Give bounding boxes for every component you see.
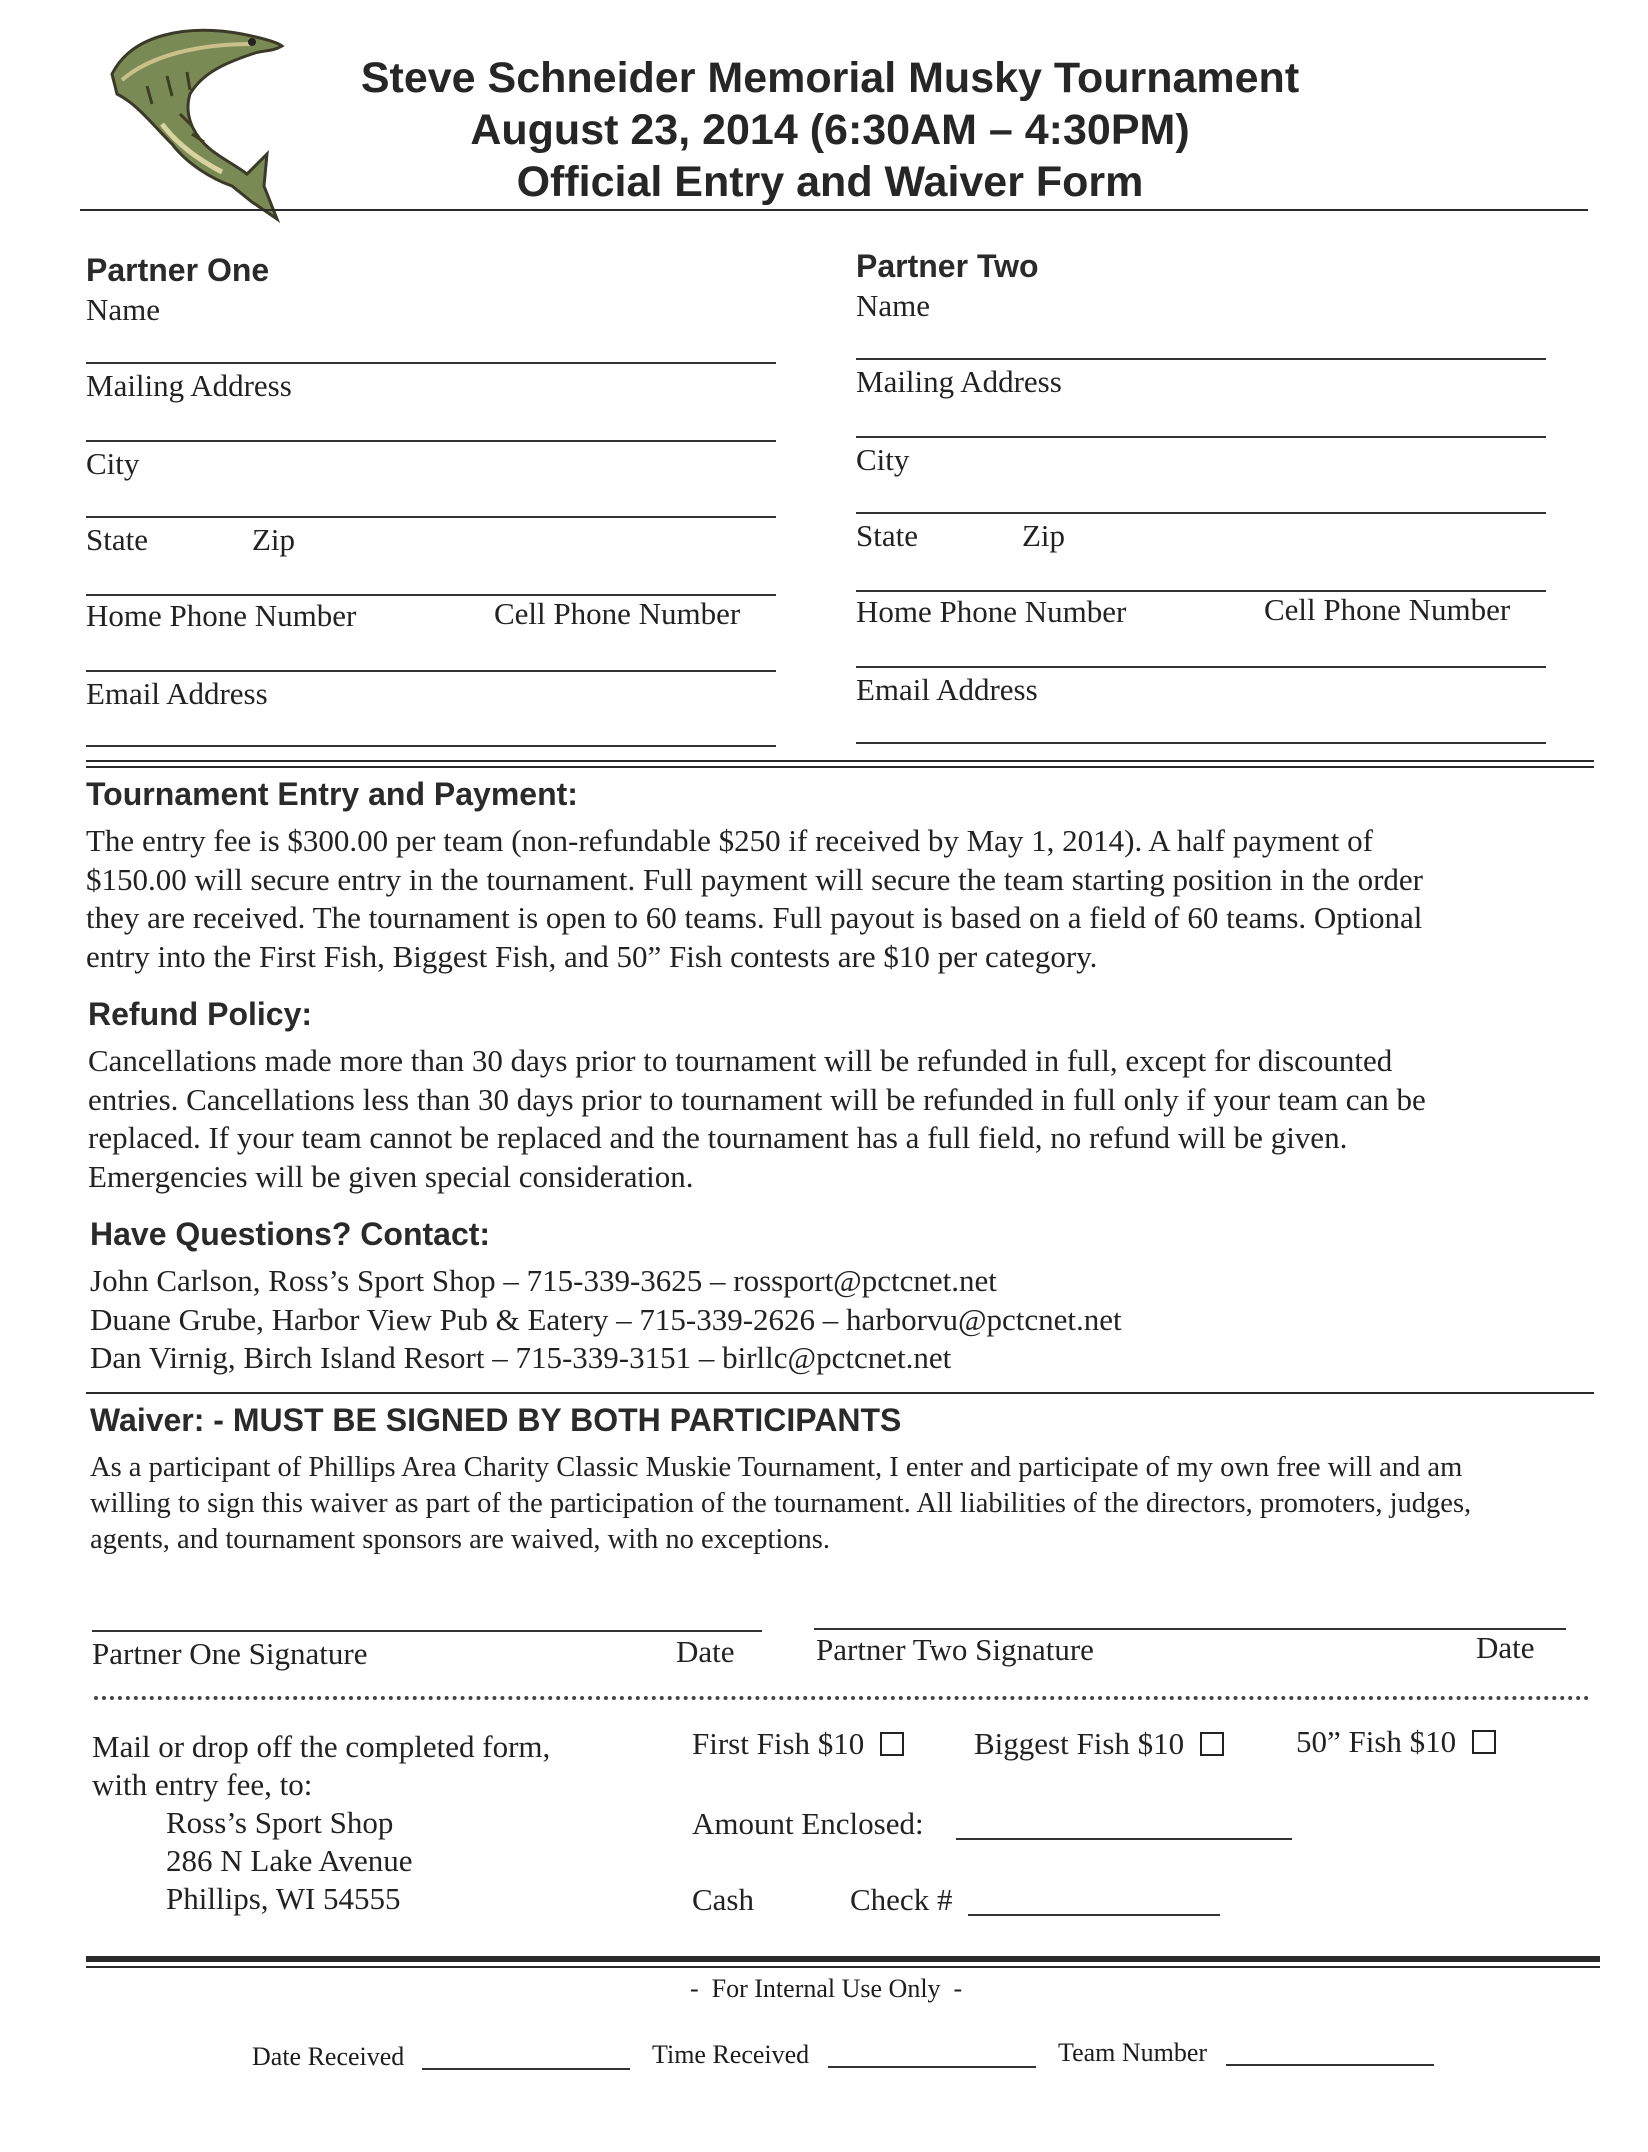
refund-heading: Refund Policy:: [88, 996, 313, 1032]
internal-divider-thin: [86, 1966, 1600, 1968]
partner-one-heading: Partner One: [86, 252, 270, 288]
partner-two-cell-phone-label: Cell Phone Number: [1264, 592, 1511, 627]
internal-use-heading: - For Internal Use Only -: [690, 1974, 963, 2003]
partner-two-city-field[interactable]: [856, 512, 1546, 514]
refund-line: entries. Cancellations less than 30 days prior to tournament will be refunded in full only if your team can be: [88, 1081, 1426, 1117]
partner-two-home-phone-label: Home Phone Number: [856, 594, 1127, 629]
partner-one-phone-field[interactable]: [86, 670, 776, 672]
mail-instructions: [92, 1728, 550, 1918]
mail-address-line: Ross’s Sport Shop: [166, 1805, 394, 1840]
entry-line: they are received. The tournament is open to 60 teams. Full payout is based on a field of 60 teams. Optional: [86, 900, 1423, 935]
mail-line: Mail or drop off the completed form,: [92, 1729, 551, 1764]
partner-one-mailing-field[interactable]: [86, 440, 776, 442]
time-received-label: Time Received: [652, 2040, 810, 2069]
refund-line: Emergencies will be given special consideration.: [88, 1158, 694, 1194]
partner-two-name-field[interactable]: [856, 358, 1546, 360]
partner-two-state-label: State: [856, 518, 918, 553]
entry-paragraph: [86, 822, 1596, 976]
mail-line: with entry fee, to:: [92, 1767, 313, 1802]
mail-address-line: 286 N Lake Avenue: [166, 1843, 413, 1878]
partner-two-email-label: Email Address: [856, 672, 1038, 707]
fifty-inch-fish-checkbox[interactable]: [1472, 1730, 1496, 1754]
partner-two-mailing-label: Mailing Address: [856, 364, 1062, 399]
partner-one-email-label: Email Address: [86, 676, 268, 711]
contact-item: Duane Grube, Harbor View Pub & Eatery – 715-339-2626 – harborvu@pctcnet.net: [90, 1301, 1122, 1337]
title-line-3: Official Entry and Waiver Form: [516, 158, 1144, 206]
refund-line: Cancellations made more than 30 days prior to tournament will be refunded in full, except for discounted: [88, 1043, 1393, 1078]
waiver-line: As a participant of Phillips Area Charity Classic Muskie Tournament, I enter and participate of my own free will and am: [90, 1452, 1463, 1483]
refund-paragraph: [88, 1042, 1598, 1196]
partner-two-phone-field[interactable]: [856, 666, 1546, 668]
contact-heading: Have Questions? Contact:: [90, 1216, 491, 1252]
partner-two-email-field[interactable]: [856, 742, 1546, 744]
waiver-line: agents, and tournament sponsors are waived, with no exceptions.: [90, 1524, 831, 1555]
partner-two-zip-label: Zip: [1022, 518, 1066, 553]
amount-enclosed-label: Amount Enclosed:: [692, 1806, 924, 1841]
check-number-field[interactable]: [968, 1914, 1220, 1916]
biggest-fish-option[interactable]: [974, 1726, 1224, 1762]
partner-section-divider-top: [86, 760, 1594, 762]
waiver-heading: [90, 1402, 901, 1439]
entry-heading: Tournament Entry and Payment:: [86, 776, 578, 812]
partner-one-signature-field[interactable]: [92, 1630, 762, 1632]
entry-line: entry into the First Fish, Biggest Fish, and 50” Fish contests are $10 per category.: [86, 938, 1098, 974]
entry-line: $150.00 will secure entry in the tournament. Full payment will secure the team starting position in the order: [86, 861, 1423, 897]
partner-one-date-label: Date: [676, 1634, 735, 1669]
partner-two-mailing-field[interactable]: [856, 436, 1546, 438]
biggest-fish-label: Biggest Fish $10: [974, 1726, 1185, 1761]
partner-one-city-field[interactable]: [86, 516, 776, 518]
time-received-field[interactable]: [828, 2066, 1036, 2068]
amount-enclosed-field[interactable]: [956, 1838, 1292, 1840]
partner-two-name-label: Name: [856, 288, 931, 323]
partner-one-name-label: Name: [86, 292, 161, 327]
cash-label: Cash: [692, 1882, 754, 1917]
partner-two-signature-field[interactable]: [814, 1628, 1566, 1630]
internal-divider-thick: [86, 1956, 1600, 1962]
contact-list: [90, 1262, 1122, 1378]
partner-one-zip-label: Zip: [252, 522, 296, 557]
fifty-inch-fish-option[interactable]: [1296, 1724, 1496, 1760]
first-fish-option[interactable]: [692, 1726, 904, 1762]
waiver-heading-emphasis: - MUST BE SIGNED BY BOTH PARTICIPANTS: [204, 1402, 902, 1438]
waiver-paragraph: [90, 1450, 1600, 1558]
waiver-line: willing to sign this waiver as part of the participation of the tournament. All liabilities of the directors, promoters, judges,: [90, 1488, 1472, 1519]
partner-one-city-label: City: [86, 446, 140, 481]
mail-address-line: Phillips, WI 54555: [166, 1881, 401, 1916]
team-number-field[interactable]: [1226, 2064, 1434, 2066]
partner-one-mailing-label: Mailing Address: [86, 368, 292, 403]
partner-two-city-label: City: [856, 442, 910, 477]
waiver-heading-label: Waiver:: [90, 1402, 205, 1438]
date-received-label: Date Received: [252, 2042, 405, 2071]
header-divider: [80, 209, 1588, 211]
title-line-1: Steve Schneider Memorial Musky Tournament: [360, 54, 1300, 102]
partner-one-signature-label: Partner One Signature: [92, 1636, 368, 1671]
partner-section-divider-bottom: [86, 766, 1594, 768]
contact-divider: [86, 1392, 1594, 1394]
entry-line: The entry fee is $300.00 per team (non-refundable $250 if received by May 1, 2014). A half payment of: [86, 823, 1373, 858]
partner-two-date-label: Date: [1476, 1630, 1535, 1665]
biggest-fish-checkbox[interactable]: [1200, 1732, 1224, 1756]
partner-two-heading: Partner Two: [856, 248, 1039, 284]
check-number-label: Check #: [850, 1882, 953, 1917]
partner-one-state-label: State: [86, 522, 148, 557]
partner-one-email-field[interactable]: [86, 745, 776, 747]
partner-one-cell-phone-label: Cell Phone Number: [494, 596, 741, 631]
partner-one-name-field[interactable]: [86, 362, 776, 364]
cut-line: [94, 1696, 1590, 1700]
contact-item: John Carlson, Ross’s Sport Shop – 715-339-3625 – rossport@pctcnet.net: [90, 1263, 997, 1298]
partner-one-home-phone-label: Home Phone Number: [86, 598, 357, 633]
first-fish-label: First Fish $10: [692, 1726, 865, 1761]
date-received-field[interactable]: [422, 2068, 630, 2070]
team-number-label: Team Number: [1058, 2038, 1208, 2067]
partner-two-signature-label: Partner Two Signature: [816, 1632, 1094, 1667]
refund-line: replaced. If your team cannot be replaced and the tournament has a full field, no refund will be given.: [88, 1120, 1348, 1155]
contact-item: Dan Virnig, Birch Island Resort – 715-339-3151 – birllc@pctcnet.net: [90, 1340, 952, 1375]
fifty-inch-fish-label: 50” Fish $10: [1296, 1724, 1457, 1759]
title-line-2: August 23, 2014 (6:30AM – 4:30PM): [470, 106, 1190, 154]
first-fish-checkbox[interactable]: [880, 1732, 904, 1756]
